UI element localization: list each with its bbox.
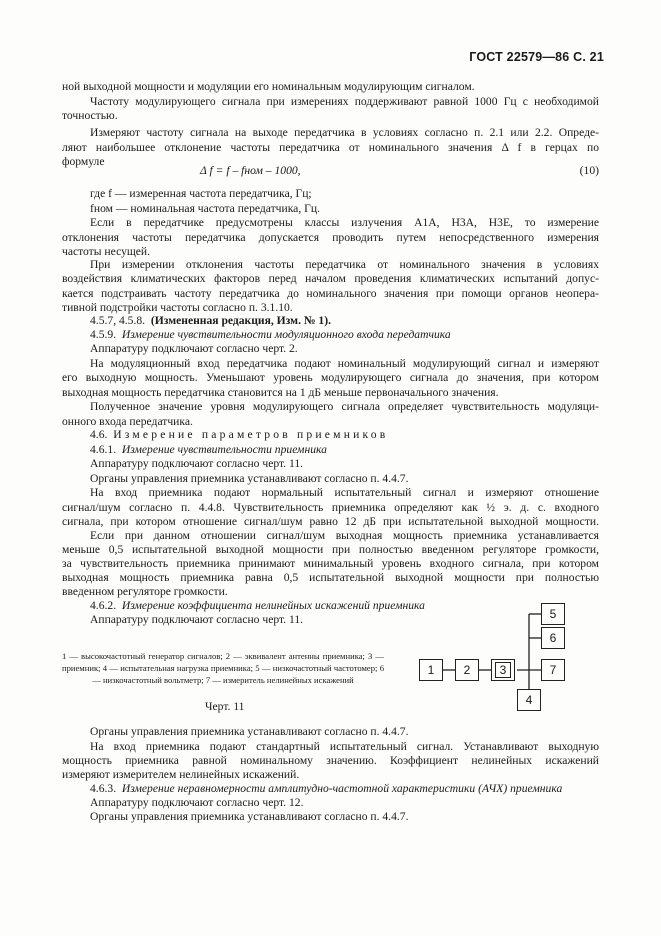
text-line: Полученное значение уровня модулирующего сигнала определяет чувствительность модуляци-	[90, 400, 599, 413]
text-line: выходная мощность передатчика становится на 1 дБ меньше первоначального значения.	[62, 386, 499, 399]
figure-label: Черт. 11	[205, 700, 245, 713]
section-number: 4.6.1.	[90, 443, 117, 456]
text-line: сигнала, при котором отношение сигнал/шум равно 12 дБ при испытательной выходной мощности.	[62, 515, 599, 528]
text-line: выходная мощность приемника равна 0,5 испытательной выходной мощности при полностью	[62, 571, 599, 584]
text-line: На модуляционный вход передатчика подают номинальный модулирующий сигнал и измеряют	[90, 357, 599, 370]
text-line: формуле	[62, 155, 105, 168]
text-line: мощность приемника равной номинальному значению. Коэффициент нелинейных искажений	[62, 754, 599, 767]
block-6-lf-voltmeter: 6	[541, 627, 565, 649]
block-2-antenna-equivalent: 2	[455, 659, 479, 681]
text-line: онного входа передатчика.	[62, 415, 193, 428]
block-1-hf-generator: 1	[419, 659, 443, 681]
section-number: 4.5.9.	[90, 328, 117, 341]
text-line: Органы управления приемника устанавливают согласно п. 4.4.7.	[90, 725, 409, 738]
page-header: ГОСТ 22579—86 С. 21	[469, 50, 604, 64]
block-5-lf-frequency-meter: 5	[541, 603, 565, 625]
section-title: Измерение чувствительности модуляционного входа передатчика	[121, 328, 451, 341]
block-3-label: 3	[499, 663, 507, 677]
text-line: На вход приемника подают стандартный испытательный сигнал. Устанавливают выходную	[90, 740, 599, 753]
section-number: 4.5.7, 4.5.8.	[90, 314, 146, 327]
amendment-note: (Измененная редакция, Изм. № 1).	[150, 314, 331, 327]
text-line: его выходную мощность. Уменьшают уровень модулирующего сигнала до значения, при котором	[62, 371, 599, 384]
text-line: Аппаратуру подключают согласно черт. 11.	[90, 457, 304, 470]
text-line: кается подстраивать частоту передатчика до номинального значения при помощи органов неопера-	[62, 287, 599, 300]
block-7-distortion-meter: 7	[541, 659, 565, 681]
text-line: Аппаратуру подключают согласно черт. 2.	[90, 342, 298, 355]
block-4-test-load: 4	[517, 689, 541, 711]
text-line: Частоту модулирующего сигнала при измерениях поддерживают равной 1000 Гц с необходимой	[90, 95, 599, 108]
text-line: сигнал/шум согласно п. 4.4.8. Чувствительность приемника определяют как ½ э. д. с. входного	[62, 501, 599, 514]
text-line: Органы управления приемника устанавливают согласно п. 4.4.7.	[90, 810, 409, 823]
formula-10: Δ f = f – fном – 1000,	[200, 164, 301, 177]
text-line: тивной подстройки частоты согласно п. 3.1.10.	[62, 301, 293, 314]
text-line: Измеряют частоту сигнала на выходе передатчика в условиях согласно п. 2.1 или 2.2. Опреде-	[90, 126, 599, 139]
text-line: Если при данном отношении сигнал/шум выходная мощность приемника устанавливается	[90, 529, 599, 542]
text-line: При измерении отклонения частоты передатчика от номинального значения в условиях	[90, 258, 599, 271]
text-line: Аппаратуру подключают согласно черт. 11.	[90, 613, 304, 626]
text-line: введенном регуляторе громкости.	[62, 585, 228, 598]
section-title: Измерение чувствительности приемника	[121, 443, 327, 456]
text-line: точностью.	[62, 109, 118, 122]
section-title: Измерение неравномерности амплитудно-частотной характеристики (АЧХ) приемника	[121, 782, 563, 795]
text-line: частоты несущей.	[62, 245, 151, 258]
text-line: ляют наибольшее отклонение частоты передатчика от номинального значения Δ f в герцах по	[62, 141, 599, 154]
text-line: за чувствительность приемника принимают минимальный уровень входного сигнала, при котором	[62, 557, 599, 570]
section-title: Измерение параметров приемников	[113, 428, 389, 441]
text-line: На вход приемника подают нормальный испытательный сигнал и измеряют отношение	[90, 486, 599, 499]
text-line: измеряют измерителем нелинейных искажений.	[62, 768, 300, 781]
text-line: Аппаратуру подключают согласно черт. 12.	[90, 796, 304, 809]
section-title: Измерение коэффициента нелинейных искажений приемника	[121, 599, 425, 612]
section-number: 4.6.	[90, 428, 108, 441]
figure-caption: 1 — высокочастотный генератор сигналов; 2 — эквивалент антенны приемника; 3 — приемник; 4 — испытательная нагрузка приемника; 5 — низкочастотный частотомер; 6 — низкочастотный вольтметр; 7 — измеритель нелинейных искажений	[62, 651, 384, 685]
section-heading	[90, 782, 562, 796]
formula-number: (10)	[579, 164, 599, 177]
text-line: Органы управления приемника устанавливают согласно п. 4.4.7.	[90, 472, 409, 485]
text-line: ной выходной мощности и модуляции его номинальным модулирующим сигналом.	[62, 80, 475, 93]
text-line: отклонения частоты передатчика допускается проводить путем непосредственного измерения	[62, 231, 599, 244]
text-line: fном — номинальная частота передатчика, Гц.	[90, 202, 320, 215]
text-line: меньше 0,5 испытательной выходной мощности при полностью введенном регуляторе громкости,	[62, 543, 599, 556]
text-line: воздействия климатических факторов перед началом проведения климатических испытаний допус-	[62, 272, 599, 285]
text-line: где f — измеренная частота передатчика, Гц;	[90, 187, 312, 200]
block-3-receiver	[491, 659, 515, 681]
text-line: Если в передатчике предусмотрены классы излучения A1A, H3A, H3E, то измерение	[90, 216, 599, 229]
section-number: 4.6.2.	[90, 599, 117, 612]
section-number: 4.6.3.	[90, 782, 117, 795]
